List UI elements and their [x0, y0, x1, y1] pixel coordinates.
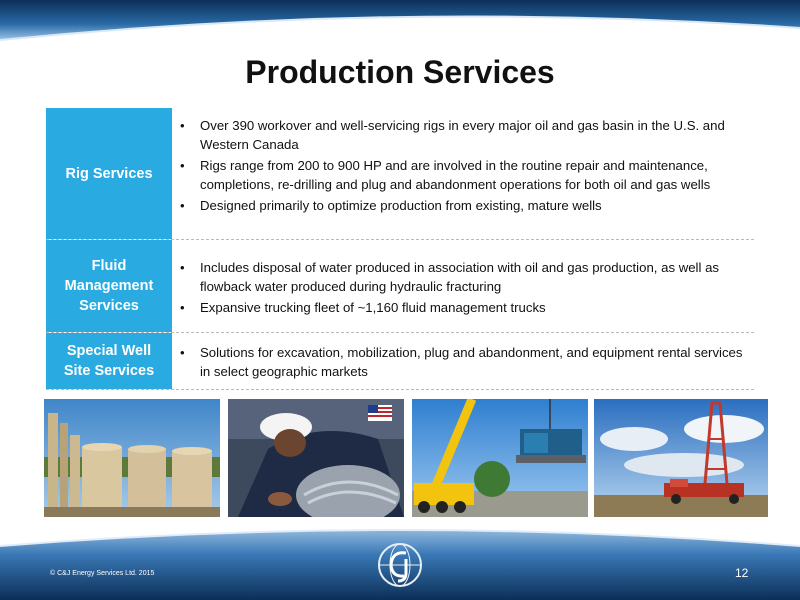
crane-photo [412, 399, 588, 517]
bullet-list [172, 240, 754, 332]
bullet-list [172, 108, 754, 239]
company-logo-icon [376, 541, 424, 589]
table-row-rig-services [46, 108, 754, 240]
list-item: • Over 390 workover and well-servicing rigs in every major oil and gas basin in the U.S. and Western Canada [198, 116, 746, 154]
worker-photo [228, 399, 404, 517]
list-item: • Includes disposal of water produced in association with oil and gas production, as well as flowback water produced during hydraulic fracturing [198, 258, 746, 296]
list-item: • Rigs range from 200 to 900 HP and are involved in the routine repair and maintenance, completions, re-drilling and plug and abandonment operations for both oil and gas wells [198, 156, 746, 194]
slide-title: Production Services [245, 54, 555, 90]
row-label-fluid-management: Fluid Management Services [46, 240, 172, 332]
table-row-fluid-management [46, 240, 754, 333]
row-label-special-well-site: Special Well Site Services [46, 333, 172, 389]
drilling-rig-photo [594, 399, 768, 517]
list-item: • Solutions for excavation, mobilization, plug and abandonment, and equipment rental services in select geographic markets [198, 343, 746, 381]
storage-tanks-photo [44, 399, 220, 517]
page-number: 12 [735, 566, 749, 580]
table-row-special-well-site [46, 333, 754, 390]
services-table [46, 108, 754, 390]
list-item: • Designed primarily to optimize production from existing, mature wells [198, 196, 746, 215]
bullet-list [172, 333, 754, 389]
list-item: • Expansive trucking fleet of ~1,160 fluid management trucks [198, 298, 746, 317]
top-decorative-band [0, 0, 800, 48]
copyright-notice: © C&J Energy Services Ltd. 2015 [50, 570, 155, 577]
row-label-rig-services: Rig Services [46, 108, 172, 239]
